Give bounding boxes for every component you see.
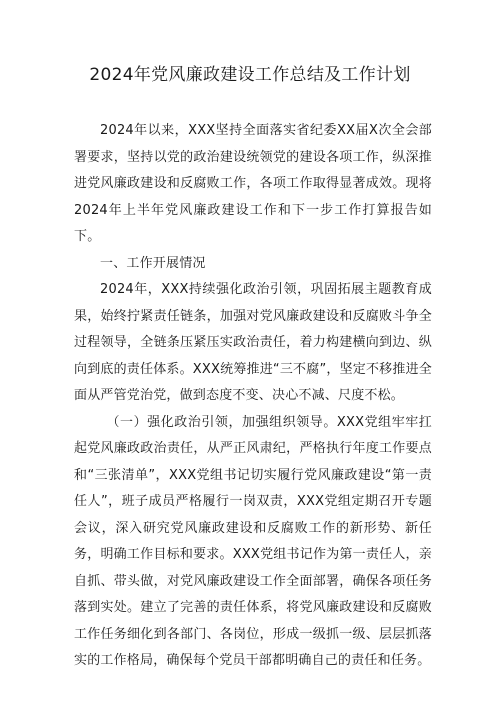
paragraph-intro: 2024年以来，XXX坚持全面落实省纪委XX届X次全会部署要求，坚持以党的政治建设统领党的建设各项工作，纵深推进党风廉政建设和反腐败工作，各项工作取得显著成效。现将2024年上半年党风廉政建设工作和下一步工作打算报告如下。 — [74, 123, 432, 244]
document-body — [74, 118, 432, 675]
document-title: 2024年党风廉政建设工作总结及工作计划 — [89, 65, 411, 85]
paragraph-overview: 2024年，XXX持续强化政治引领，巩固拓展主题教育成果，始终拧紧责任链条，加强对党风廉政建设和反腐败斗争全过程领导，全链条压紧压实政治责任，着力构建横向到边、纵向到底的责任体系。XXX统筹推进“三不腐”，坚定不移推进全面从严管党治党，做到态度不变、决心不减、尺度不松。 — [74, 282, 432, 403]
section-heading: 一、工作开展情况 — [100, 255, 206, 271]
paragraph-subsection-1: （一）强化政治引领，加强组织领导。XXX党组牢牢扛起党风廉政政治责任，从严正风肃纪，严格执行年度工作要点和“三张清单”，XXX党组书记切实履行党风廉政建设“第一责任人”，班子成员严格履行一岗双责，XXX党组定期召开专题会议，深入研究党风廉政建设和反腐败工作的新形势、新任务，明确工作目标和要求。XXX党组书记作为第一责任人，亲自抓、带头做，对党风廉政建设工作全面部署，确保各项任务落到实处。建立了完善的责任体系，将党风廉政建设和反腐败工作任务细化到各部门、各岗位，形成一级抓一级、层层抓落实的工作格局，确保每个党员干部都明确自己的责任和任务。 — [74, 414, 432, 668]
